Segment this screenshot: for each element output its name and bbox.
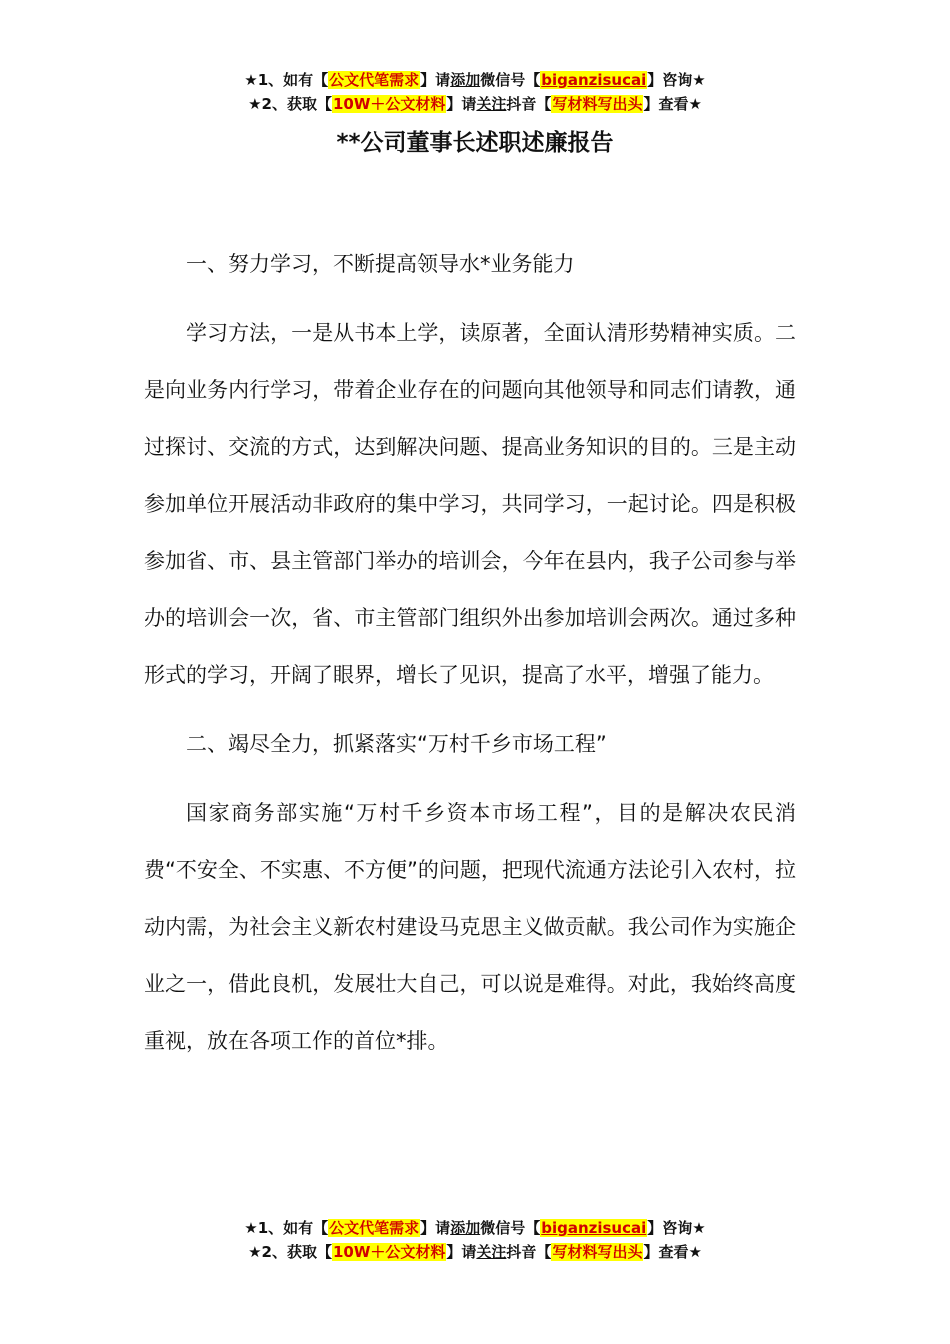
section-heading: 二、竭尽全力，抓紧落实“万村千乡市场工程” [186, 732, 607, 756]
promo-text: 】请 [420, 1219, 451, 1237]
promo-text: 】咨询★ [647, 1219, 706, 1237]
promo-douyin-account: 写材料写出头 [552, 95, 643, 113]
promo-text: 微信号【 [480, 1219, 541, 1237]
promo-text: ★1、如有【 [244, 1219, 329, 1237]
document-title: **公司董事长述职述廉报告 [336, 130, 614, 156]
promo-text: 抖音【 [506, 1243, 552, 1261]
promo-text: 抖音【 [506, 95, 552, 113]
promo-emphasis: 关注 [476, 1243, 507, 1261]
promo-highlight: 10W＋公文材料 [332, 1243, 446, 1261]
promo-line-1 [0, 68, 950, 92]
promo-text: 】请 [420, 71, 451, 89]
promo-emphasis: 关注 [476, 95, 507, 113]
section-paragraph: 国家商务部实施“万村千乡资本市场工程”，目的是解决农民消费“不安全、不实惠、不方便”的问题，把现代流通方法论引入农村，拉动内需，为社会主义新农村建设马克思主义做贡献。我公司作为实施企业之一，借此良机，发展壮大自己，可以说是难得。对此，我始终高度重视，放在各项工作的首位*排。 [144, 801, 796, 1053]
promo-douyin-account: 写材料写出头 [552, 1243, 643, 1261]
promo-text: 】查看★ [643, 1243, 702, 1261]
promo-emphasis: 添加 [450, 71, 481, 89]
promo-line-2 [0, 1240, 950, 1264]
promo-line-2 [0, 92, 950, 116]
section-paragraph: 学习方法，一是从书本上学，读原著，全面认清形势精神实质。二是向业务内行学习，带着企业存在的问题向其他领导和同志们请教，通过探讨、交流的方式，达到解决问题、提高业务知识的目的。三是主动参加单位开展活动非政府的集中学习，共同学习，一起讨论。四是积极参加省、市、县主管部门举办的培训会，今年在县内，我子公司参与举办的培训会一次，省、市主管部门组织外出参加培训会两次。通过多种形式的学习，开阔了眼界，增长了见识，提高了水平，增强了能力。 [144, 321, 796, 687]
promo-highlight: 公文代笔需求 [329, 71, 420, 89]
promo-banner-bottom [0, 1216, 950, 1264]
promo-line-1 [0, 1216, 950, 1240]
promo-banner-top [0, 68, 950, 116]
promo-text: 】请 [446, 1243, 477, 1261]
promo-text: 】咨询★ [647, 71, 706, 89]
promo-text: ★2、获取【 [248, 1243, 332, 1261]
promo-highlight: 10W＋公文材料 [332, 95, 446, 113]
document-body [144, 236, 796, 1070]
promo-text: ★2、获取【 [248, 95, 332, 113]
promo-text: 】查看★ [643, 95, 702, 113]
promo-wechat-id: biganzisucai [541, 71, 647, 89]
promo-highlight: 公文代笔需求 [329, 1219, 420, 1237]
promo-text: ★1、如有【 [244, 71, 329, 89]
promo-text: 】请 [446, 95, 477, 113]
section-heading: 一、努力学习，不断提高领导水*业务能力 [186, 252, 575, 276]
promo-emphasis: 添加 [450, 1219, 481, 1237]
promo-wechat-id: biganzisucai [541, 1219, 647, 1237]
promo-text: 微信号【 [480, 71, 541, 89]
